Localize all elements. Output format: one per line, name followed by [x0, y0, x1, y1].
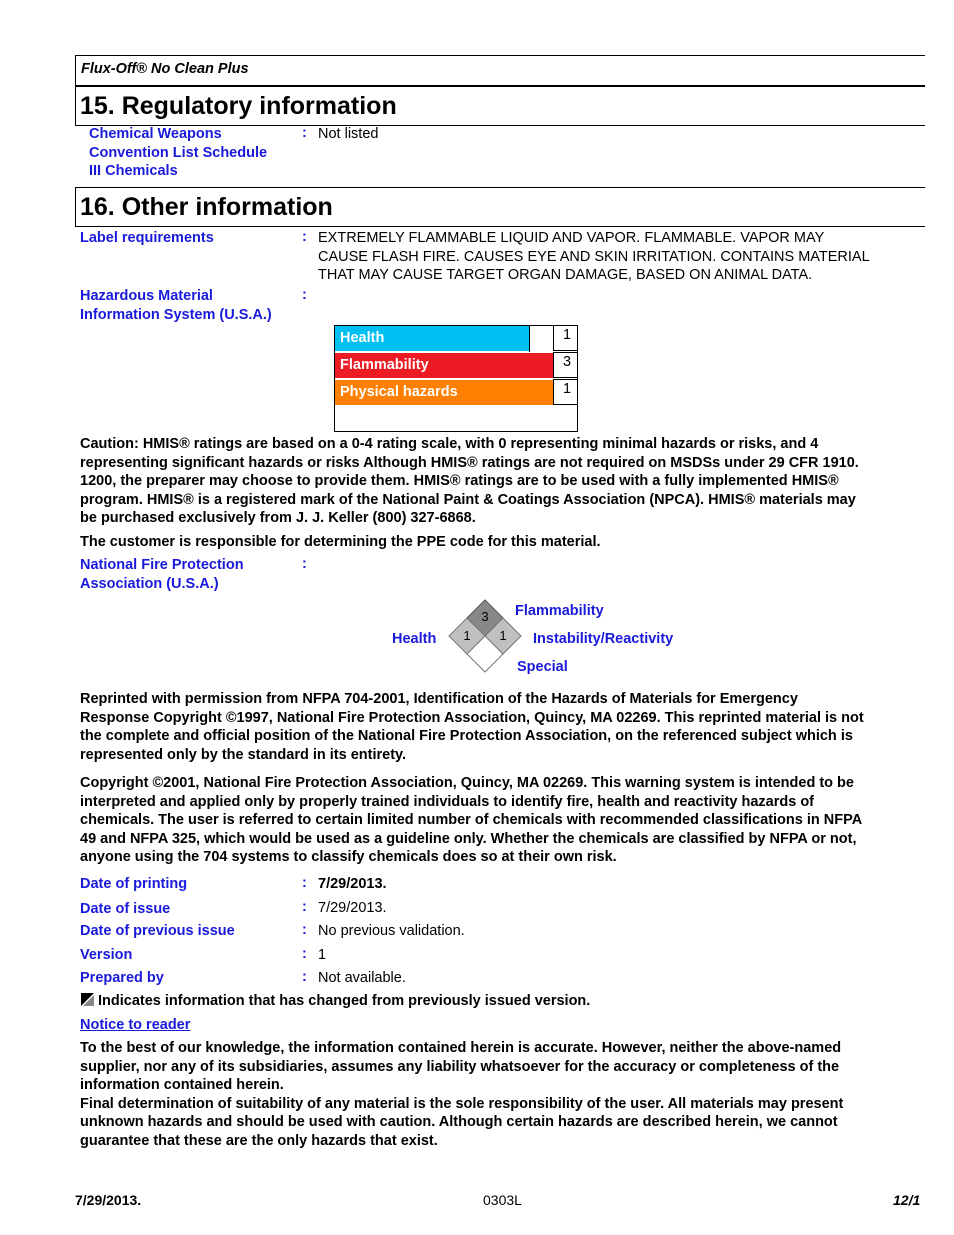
hmis-physical-number: 1: [563, 381, 572, 397]
label-requirements-line: THAT MAY CAUSE TARGET ORGAN DAMAGE, BASED ON ANIMAL DATA.: [318, 267, 813, 283]
label-requirements-line: CAUSE FLASH FIRE. CAUSES EYE AND SKIN IRRITATION. CONTAINS MATERIAL: [318, 248, 870, 265]
nfpa-colon: :: [302, 556, 307, 572]
version-label: Version: [80, 947, 133, 963]
nfpa-label: [80, 556, 244, 593]
date-of-previous-issue-value: No previous validation.: [318, 923, 465, 939]
copyright-line: chemicals. The user is referred to certain limited number of chemicals with recommended classifications in NFPA: [80, 812, 863, 828]
field-colon: :: [302, 969, 307, 985]
footer-date: 7/29/2013.: [75, 1192, 142, 1208]
nfpa-reprint-paragraph: [80, 690, 925, 764]
hmis-health-label: Health: [340, 330, 385, 346]
cwc-label-line: Convention List Schedule: [89, 144, 268, 161]
hmis-flammability-label: Flammability: [340, 357, 429, 373]
notice-line: guarantee that these are the only hazards that exist.: [80, 1132, 438, 1149]
caution-line: be purchased exclusively from J. J. Keller (800) 327-6868.: [80, 510, 476, 526]
nfpa-instability-value: 1: [499, 628, 507, 643]
section-16-header: [75, 187, 925, 227]
date-of-issue-label: Date of issue: [80, 901, 171, 917]
hmis-label-line: Hazardous Material: [80, 288, 213, 304]
notice-paragraph: [80, 1039, 925, 1150]
hmis-physical-row: [335, 380, 553, 405]
section-15-header: [75, 86, 925, 126]
change-marker-icon: [81, 993, 95, 1007]
hmis-label: [80, 287, 272, 324]
caution-line: 1200, the preparer may choose to provide them. HMIS® ratings are to be used with a fully implemented HMIS®: [80, 473, 839, 489]
section-16-title: 16. Other information: [80, 193, 333, 221]
hmis-physical-value: [553, 379, 578, 405]
reprint-line: Reprinted with permission from NFPA 704-2001, Identification of the Hazards of Materials for Emergency: [80, 691, 798, 707]
nfpa-special-label: Special: [517, 659, 568, 675]
hmis-health-row: [335, 326, 529, 351]
notice-line: To the best of our knowledge, the information contained herein is accurate. However, neither the above-named: [80, 1040, 842, 1056]
label-requirements-value: [318, 229, 928, 285]
version-value: 1: [318, 947, 327, 963]
reprint-line: represented only by the standard in its entirety.: [80, 746, 407, 763]
prepared-by-value: Not available.: [318, 970, 406, 986]
notice-line: Final determination of suitability of any material is the sole responsibility of the user. All materials may present: [80, 1095, 844, 1112]
date-of-previous-issue-label: Date of previous issue: [80, 923, 235, 939]
nfpa-label-line: Association (U.S.A.): [80, 575, 219, 592]
copyright-line: interpreted and applied only by properly trained individuals to identify fire, health and reactivity hazards of: [80, 793, 814, 810]
hmis-colon: :: [302, 287, 307, 303]
label-requirements-colon: :: [302, 229, 307, 245]
date-of-issue-value: 7/29/2013.: [318, 900, 387, 916]
nfpa-health-label: Health: [392, 631, 437, 647]
changed-info-note: Indicates information that has changed from previously issued version.: [98, 993, 591, 1009]
hmis-flammability-value: [553, 352, 578, 378]
nfpa-instability-label: Instability/Reactivity: [533, 631, 674, 647]
ppe-note: The customer is responsible for determining the PPE code for this material.: [80, 534, 601, 550]
nfpa-label-line: National Fire Protection: [80, 557, 244, 573]
caution-line: Caution: HMIS® ratings are based on a 0-4 rating scale, with 0 representing minimal hazards or risks, and 4: [80, 436, 819, 452]
copyright-line: anyone using the 704 systems to classify chemicals does so at their own risk.: [80, 849, 617, 865]
footer-code: 0303L: [483, 1192, 522, 1208]
document-header: [75, 55, 925, 86]
reprint-line: the complete and official position of the National Fire Protection Association, on the referenced subject which is: [80, 728, 853, 744]
section-15-title: 15. Regulatory information: [80, 92, 397, 120]
cwc-label-line: Chemical Weapons: [89, 126, 222, 142]
reprint-line: Response Copyright ©1997, National Fire Protection Association, Quincy, MA 02269. This reprinted material is not: [80, 709, 864, 726]
caution-line: representing significant hazards or risks Although HMIS® ratings are not required on MSDSs under 29 CFR 1910.: [80, 454, 859, 471]
nfpa-flammability-value: 3: [481, 609, 489, 624]
notice-line: supplier, nor any of its subsidiaries, assumes any liability whatsoever for the accuracy or completeness of the: [80, 1058, 840, 1075]
label-requirements-label: Label requirements: [80, 230, 214, 246]
nfpa-health-value: 1: [463, 628, 471, 643]
cwc-colon: :: [302, 125, 307, 141]
hmis-physical-label: Physical hazards: [340, 384, 458, 400]
caution-line: program. HMIS® is a registered mark of the National Paint & Coatings Association (NPCA). HMIS® materials may: [80, 491, 856, 508]
date-of-printing-label: Date of printing: [80, 876, 188, 892]
field-colon: :: [302, 875, 307, 891]
date-of-printing-value: 7/29/2013.: [318, 876, 387, 892]
footer-page-number: 12/1: [893, 1192, 921, 1208]
field-colon: :: [302, 946, 307, 962]
cwc-value: Not listed: [318, 126, 379, 142]
nfpa-flammability-label: Flammability: [515, 603, 604, 619]
copyright-line: 49 and NFPA 325, which would be used as a guideline only. Whether the chemicals are classified by NFPA or not,: [80, 830, 857, 847]
copyright-line: Copyright ©2001, National Fire Protection Association, Quincy, MA 02269. This warning system is intended to be: [80, 775, 854, 791]
hmis-flammability-row: [335, 353, 553, 378]
hmis-flammability-number: 3: [563, 354, 572, 370]
prepared-by-label: Prepared by: [80, 970, 164, 986]
cwc-label-line: III Chemicals: [89, 163, 178, 179]
label-requirements-line: EXTREMELY FLAMMABLE LIQUID AND VAPOR. FLAMMABLE. VAPOR MAY: [318, 230, 825, 246]
notice-line: information contained herein.: [80, 1077, 284, 1093]
hmis-health-number: 1: [563, 327, 572, 343]
hmis-health-blank: [529, 326, 553, 352]
hmis-label-line: Information System (U.S.A.): [80, 306, 272, 323]
hmis-health-value: [553, 325, 578, 351]
notice-to-reader-link[interactable]: Notice to reader: [80, 1017, 191, 1033]
cwc-label: [89, 125, 299, 181]
hmis-caution-paragraph: [80, 435, 925, 528]
field-colon: :: [302, 922, 307, 938]
nfpa-copyright-paragraph: [80, 774, 925, 867]
field-colon: :: [302, 899, 307, 915]
product-name: Flux-Off® No Clean Plus: [81, 61, 249, 77]
notice-line: unknown hazards and should be used with caution. Although certain hazards are described herein, we cannot: [80, 1114, 838, 1130]
